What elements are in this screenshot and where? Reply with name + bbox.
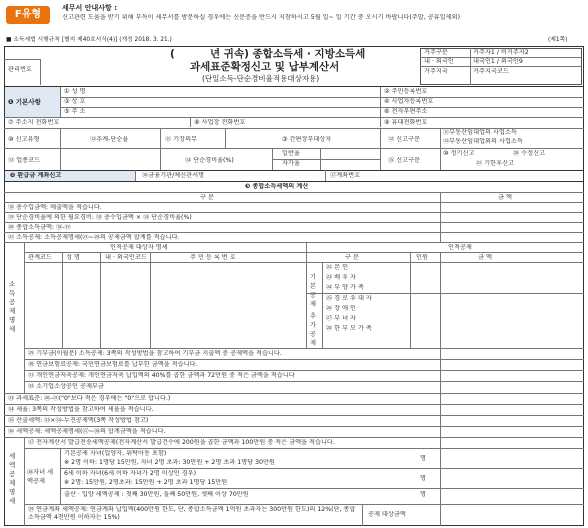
tax-row-35: ㉟ 산출세액: ㉝×㉞-누진공제액(3쪽 작성방법 참고) bbox=[8, 417, 149, 424]
divider bbox=[160, 128, 161, 148]
nationality-value[interactable]: 내국인1 / 외국인9 bbox=[473, 58, 523, 65]
deduct-note-31: ㉛ 개인연금저축공제: 개인연금저축 납입액의 40%를 곱한 금액과 72만원 중 적은 금액을 적습니다 bbox=[28, 372, 295, 379]
divider bbox=[24, 370, 584, 371]
deduct-women: ㉗ 부 녀 자 bbox=[326, 315, 357, 322]
expense-rate-label: ⑭ 단순경비율(%) bbox=[185, 157, 234, 164]
residence-value[interactable]: 거주자1 / 비거주자2 bbox=[473, 49, 529, 56]
deduct-dependents: ㉔ 부 양 가 족 bbox=[326, 284, 364, 291]
divider bbox=[150, 252, 151, 348]
divider bbox=[100, 252, 101, 348]
col-resid-no: 주 민 등 록 번 호 bbox=[190, 254, 236, 261]
notice-text: 신고관련 도움을 받기 위해 부득이 세무서를 방문하실 경우에는 신분증을 반드시 지참하시고 5월 일~ 일 기간 중 오시기 바랍니다(주말, 공휴일제외) bbox=[62, 14, 460, 21]
divider bbox=[4, 181, 584, 182]
credit-row-37: ㊲ 전자계산서 발급전송세액공제(전자계산서 발급건수에 200원을 곱한 금액과 100만원 중 적은 금액을 적습니다. bbox=[28, 439, 335, 446]
calc-row-20: ⑳ 종합소득금액: ⑱-⑲ bbox=[8, 224, 71, 231]
tax-row-33: ㉝ 과세표준: ⑳-㉑("0"보다 적은 경우에는 "0"으로 합니다.) bbox=[8, 395, 171, 402]
resident-no-field[interactable]: ② 주민등록번호 bbox=[384, 88, 428, 95]
calc-row-19: ⑲ 단순경비율에 의한 필요경비: ⑱ 총수입금액 × ⑭ 단순경비율(%) bbox=[8, 214, 192, 221]
deduct-note-30: ㉚ 연금보험료공제: 국민연금보험료를 납부한 금액을 적습니다. bbox=[28, 361, 198, 368]
divider bbox=[4, 148, 584, 149]
divider bbox=[60, 107, 584, 108]
deduct-spouse: ㉓ 배 우 자 bbox=[326, 274, 357, 281]
col-division: 구 분 bbox=[345, 254, 359, 261]
divider bbox=[190, 117, 191, 127]
bookkeeping-option[interactable]: ③ 간편장부대상자 bbox=[282, 136, 332, 143]
form-title-line3: (단일소득-단순경비율적용대상자용) bbox=[202, 74, 320, 83]
col-relation-code: 관계코드 bbox=[28, 254, 52, 261]
tax-row-34: ㉞ 세율: 3쪽의 작성방법을 참고하여 세율을 적습니다. bbox=[8, 406, 154, 413]
divider bbox=[4, 86, 584, 87]
child-basic-label: 기본공제 자녀(입양자, 위탁아동 포함) bbox=[64, 450, 167, 457]
divider bbox=[4, 415, 584, 416]
basic-deduct-label: 기본공제 bbox=[310, 274, 316, 308]
col-amount: 금 액 bbox=[478, 254, 492, 261]
divider bbox=[4, 242, 584, 243]
refund-section-label: ❷ 환급금 계좌신고 bbox=[10, 172, 62, 179]
divider bbox=[4, 192, 584, 193]
mobile-field[interactable]: ⑨ 휴대전화번호 bbox=[384, 119, 428, 126]
col-count: 인원 bbox=[416, 254, 428, 261]
divider bbox=[4, 212, 584, 213]
form-title-line1: 년 귀속) 종합소득세 · 지방소득세 bbox=[210, 48, 366, 60]
divider bbox=[24, 348, 584, 349]
divider bbox=[225, 128, 226, 148]
divider bbox=[440, 192, 441, 242]
home-tel-field[interactable]: ⑦ 주소지 전화번호 bbox=[8, 119, 60, 126]
divider bbox=[24, 437, 25, 526]
divider bbox=[60, 148, 61, 170]
pension-credit-label: ㊴ 연금계좌 세액공제: 연금계좌 납입액(400만원 한도, 단, 종합소득금액 1억원 초과자는 300만원 한도)의 12%(단, 종합소득금액 4천만원 이하자는 15%) bbox=[28, 506, 356, 521]
biz-tel-field[interactable]: ⑧ 사업장 전화번호 bbox=[194, 119, 246, 126]
title-open-paren: ( bbox=[170, 48, 175, 60]
biz-reg-no-field[interactable]: ④ 사업자등록번호 bbox=[384, 98, 434, 105]
child-birth-label: 출산 · 입양 세액공제 : 첫째 30만원, 둘째 50만원, 셋째 이상 70만원 bbox=[64, 491, 249, 498]
divider bbox=[4, 393, 584, 394]
country-label: 거주지국 bbox=[424, 68, 448, 75]
divider bbox=[24, 242, 25, 394]
divider bbox=[4, 202, 584, 203]
divider bbox=[4, 222, 584, 223]
divider bbox=[306, 242, 307, 348]
report-class-option-2[interactable]: ⑫부동산임대업외의 사업소득 bbox=[443, 138, 523, 145]
deduct-note-29: ㉙ 기부금(이월분) 소득공제: 3쪽의 작성방법을 참고하여 기부금 지출액 중 공제액을 적습니다. bbox=[28, 350, 282, 357]
divider bbox=[60, 87, 61, 117]
calc-section-label: ❸ 종합소득세액의 계산 bbox=[245, 183, 309, 190]
deduct-elderly: ㉕ 경 로 우 대 자 bbox=[326, 295, 372, 302]
name-field[interactable]: ① 성 명 bbox=[64, 88, 86, 95]
divider bbox=[40, 59, 41, 85]
child-credit-label: ㊳자녀 세액공제 bbox=[27, 469, 54, 485]
divider bbox=[380, 117, 381, 127]
notice-title: 세무서 안내사항 : bbox=[62, 4, 118, 12]
calc-col-amount: 금 액 bbox=[498, 194, 512, 201]
notice-header bbox=[0, 0, 588, 32]
divider bbox=[4, 437, 584, 438]
account-no-field[interactable]: ⑰계좌번호 bbox=[330, 172, 361, 179]
amended-report-option[interactable]: ⑳ 수정신고 bbox=[513, 150, 546, 157]
email-field[interactable]: ⑥ 전자우편주소 bbox=[384, 108, 428, 115]
report-type-label: ⑩ 신고유형 bbox=[8, 136, 40, 143]
deduct-side-label: 소득공제명세 bbox=[9, 280, 16, 333]
child-birth-unit: 명 bbox=[420, 491, 426, 498]
extra-deduct-label: 추가공제 bbox=[310, 313, 316, 347]
divider bbox=[24, 381, 584, 382]
divider bbox=[440, 393, 441, 526]
divider bbox=[420, 66, 582, 67]
divider bbox=[24, 504, 584, 505]
divider bbox=[60, 128, 61, 148]
tax-row-36: ㊱ 세액공제: 세액공제명세(㊲~㊳의 합계금액을 적습니다. bbox=[8, 428, 166, 435]
report-class-label: ⑫ 신고구분 bbox=[388, 136, 421, 143]
divider bbox=[306, 293, 584, 294]
rate-general: 일반율 bbox=[282, 150, 300, 157]
divider bbox=[135, 170, 136, 181]
divider bbox=[440, 128, 441, 148]
industry-code-label: ⑬ 업종코드 bbox=[8, 157, 41, 164]
divider bbox=[24, 448, 584, 449]
divider bbox=[24, 252, 584, 253]
divider bbox=[320, 148, 321, 170]
child-under6-unit: 명 bbox=[420, 475, 426, 482]
divider bbox=[362, 504, 363, 526]
late-report-option[interactable]: ㉑ 기한후신고 bbox=[476, 160, 515, 167]
divider bbox=[440, 148, 441, 170]
col-name: 성 명 bbox=[66, 254, 80, 261]
report-class-option-1[interactable]: ⑪부동산임대업의 사업소득 bbox=[443, 129, 517, 136]
form-title-line2: 과세표준확정신고 및 납부계산서 bbox=[190, 61, 340, 73]
basic-section-label: ❶ 기본사항 bbox=[8, 98, 41, 106]
divider bbox=[62, 252, 63, 348]
regular-report-option[interactable]: ⑩ 정기신고 bbox=[443, 150, 475, 157]
divider bbox=[24, 262, 584, 263]
trade-name-field[interactable]: ③ 상 호 bbox=[64, 98, 86, 105]
calc-col-division: 구 분 bbox=[200, 194, 214, 201]
deduct-disabled: ㉖ 장 애 인 bbox=[326, 305, 357, 312]
child-under6-detail: ※ 2명: 15만원, 2명초과: 15만원 + 2명 초과 1명당 15만원 bbox=[64, 479, 228, 486]
divider bbox=[60, 448, 61, 504]
divider bbox=[4, 404, 584, 405]
divider bbox=[4, 232, 584, 233]
child-under6-label: 6세 이하 자녀(6세 이하 자녀가 2명 이상인 경우) bbox=[64, 470, 197, 477]
type-tag: F유형 bbox=[6, 6, 50, 24]
divider bbox=[380, 87, 381, 117]
deduct-self: ㉒ 본 인 bbox=[326, 264, 349, 271]
form-reference: ■ 소득세법 시행규칙 [별지 제40호서식(4)] (개정 2018. 3. 21.) bbox=[6, 37, 172, 43]
form-page: (제1쪽) bbox=[548, 37, 568, 43]
deduct-right-header: 인적공제 bbox=[448, 244, 472, 251]
nationality-label: 내 · 외국인 bbox=[424, 58, 454, 65]
report-type-option[interactable]: ⑫추계-단순율 bbox=[90, 136, 129, 143]
address-field[interactable]: ⑤ 주 소 bbox=[64, 108, 86, 115]
divider bbox=[160, 148, 161, 170]
divider bbox=[380, 128, 381, 148]
divider bbox=[470, 48, 471, 85]
col-nationality: 내 · 외국인코드 bbox=[105, 254, 147, 261]
calc-row-21: ㉑ 소득공제: 소득공제명세(㉑~㉘의 공제금액 합계를 적습니다. bbox=[8, 234, 180, 241]
divider bbox=[440, 252, 441, 348]
calc-row-18: ⑱ 총수입금액: 매출액을 적습니다. bbox=[8, 204, 102, 211]
divider bbox=[322, 262, 323, 348]
deduct-note-32: ㉜ 소기업소상공인 공제부금 bbox=[28, 383, 104, 390]
pension-target-label: 공제 대상금액 bbox=[368, 511, 406, 518]
divider bbox=[24, 359, 584, 360]
divider bbox=[60, 488, 584, 489]
deduct-left-header: 인적공제 대상자 명세 bbox=[110, 244, 168, 251]
rate-self: 자가율 bbox=[282, 160, 300, 167]
divider bbox=[410, 252, 411, 348]
mgmt-no-label: 관리번호 bbox=[8, 66, 32, 73]
report-class2-label: ⑮ 신고구분 bbox=[388, 157, 421, 164]
divider bbox=[4, 59, 40, 60]
deduct-single-parent: ㉘ 한 부 모 가 족 bbox=[326, 325, 372, 332]
divider bbox=[4, 426, 584, 427]
divider bbox=[440, 348, 441, 394]
divider bbox=[60, 97, 584, 98]
credit-side-label: 세액공제명세 bbox=[9, 452, 16, 505]
child-basic-detail: ※ 2명 이하: 1명당 15만원, 자녀 2명 초과: 30만원 + 2명 초과 1명당 30만원 bbox=[64, 459, 275, 466]
divider bbox=[4, 117, 584, 118]
divider bbox=[272, 159, 380, 160]
country-code-label: 거주지국코드 bbox=[473, 68, 509, 75]
bookkeeping-duty-label: ⑪ 기장의무 bbox=[165, 136, 198, 143]
residence-label: 거주구분 bbox=[424, 49, 448, 56]
child-basic-unit: 명 bbox=[420, 455, 426, 462]
divider bbox=[325, 170, 326, 181]
divider bbox=[60, 468, 584, 469]
divider bbox=[380, 148, 381, 170]
bank-name-field[interactable]: ⑯금융기관/체신관서명 bbox=[142, 172, 205, 179]
